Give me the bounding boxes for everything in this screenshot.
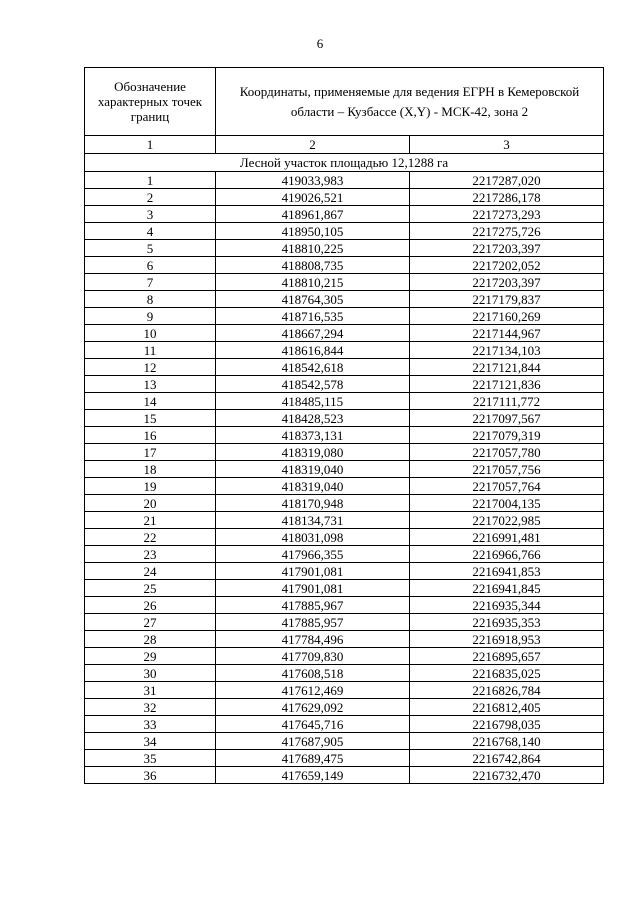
table-row	[85, 206, 604, 223]
x-coordinate-cell: 418542,618	[216, 359, 410, 376]
point-number-cell: 1	[85, 172, 216, 189]
table-row	[85, 648, 604, 665]
point-number-cell: 27	[85, 614, 216, 631]
point-number-cell: 36	[85, 767, 216, 784]
y-coordinate-cell: 2216826,784	[410, 682, 604, 699]
x-coordinate-cell: 417966,355	[216, 546, 410, 563]
point-number-cell: 18	[85, 461, 216, 478]
x-coordinate-cell: 418134,731	[216, 512, 410, 529]
section-title: Лесной участок площадью 12,1288 га	[85, 154, 604, 172]
y-coordinate-cell: 2217287,020	[410, 172, 604, 189]
table-row	[85, 512, 604, 529]
coordinates-table	[84, 67, 604, 784]
y-coordinate-cell: 2217022,985	[410, 512, 604, 529]
y-coordinate-cell: 2217079,319	[410, 427, 604, 444]
point-number-cell: 14	[85, 393, 216, 410]
point-number-cell: 15	[85, 410, 216, 427]
point-number-cell: 24	[85, 563, 216, 580]
table-row	[85, 580, 604, 597]
y-coordinate-cell: 2216835,025	[410, 665, 604, 682]
point-number-cell: 26	[85, 597, 216, 614]
y-coordinate-cell: 2216991,481	[410, 529, 604, 546]
table-row	[85, 410, 604, 427]
x-coordinate-cell: 418810,225	[216, 240, 410, 257]
column-number-2: 2	[216, 136, 410, 154]
x-coordinate-cell: 418950,105	[216, 223, 410, 240]
y-coordinate-cell: 2216935,353	[410, 614, 604, 631]
point-number-cell: 19	[85, 478, 216, 495]
x-coordinate-cell: 417901,081	[216, 563, 410, 580]
point-number-cell: 23	[85, 546, 216, 563]
table-row	[85, 342, 604, 359]
point-number-cell: 3	[85, 206, 216, 223]
x-coordinate-cell: 417689,475	[216, 750, 410, 767]
table-row	[85, 257, 604, 274]
table-row	[85, 597, 604, 614]
y-coordinate-cell: 2217179,837	[410, 291, 604, 308]
x-coordinate-cell: 418170,948	[216, 495, 410, 512]
y-coordinate-cell: 2216895,657	[410, 648, 604, 665]
x-coordinate-cell: 418319,040	[216, 461, 410, 478]
y-coordinate-cell: 2217273,293	[410, 206, 604, 223]
y-coordinate-cell: 2217057,756	[410, 461, 604, 478]
table-row	[85, 359, 604, 376]
table-row	[85, 444, 604, 461]
x-coordinate-cell: 417645,716	[216, 716, 410, 733]
x-coordinate-cell: 418542,578	[216, 376, 410, 393]
point-number-cell: 31	[85, 682, 216, 699]
point-number-cell: 9	[85, 308, 216, 325]
page-number: 6	[316, 36, 324, 51]
table-row	[85, 274, 604, 291]
x-coordinate-cell: 419033,983	[216, 172, 410, 189]
table-row	[85, 308, 604, 325]
y-coordinate-cell: 2217160,269	[410, 308, 604, 325]
table-row	[85, 733, 604, 750]
x-coordinate-cell: 418716,535	[216, 308, 410, 325]
x-coordinate-cell: 417608,518	[216, 665, 410, 682]
y-coordinate-cell: 2217004,135	[410, 495, 604, 512]
point-number-cell: 8	[85, 291, 216, 308]
x-coordinate-cell: 418319,080	[216, 444, 410, 461]
table-row	[85, 427, 604, 444]
table-row	[85, 495, 604, 512]
point-number-cell: 16	[85, 427, 216, 444]
table-row	[85, 699, 604, 716]
x-coordinate-cell: 418428,523	[216, 410, 410, 427]
point-number-cell: 28	[85, 631, 216, 648]
x-coordinate-cell: 418961,867	[216, 206, 410, 223]
point-number-cell: 11	[85, 342, 216, 359]
y-coordinate-cell: 2217057,780	[410, 444, 604, 461]
table-row	[85, 393, 604, 410]
x-coordinate-cell: 418031,098	[216, 529, 410, 546]
y-coordinate-cell: 2216812,405	[410, 699, 604, 716]
y-coordinate-cell: 2217111,772	[410, 393, 604, 410]
point-number-cell: 33	[85, 716, 216, 733]
x-coordinate-cell: 417885,967	[216, 597, 410, 614]
point-number-cell: 20	[85, 495, 216, 512]
x-coordinate-cell: 417709,830	[216, 648, 410, 665]
table-row	[85, 325, 604, 342]
section-title-row	[85, 154, 604, 172]
y-coordinate-cell: 2216918,953	[410, 631, 604, 648]
header-coordinates: Координаты, применяемые для ведения ЕГРН в Кемеровской области – Кузбассе (X,Y) - МСК-42, зона 2	[216, 68, 604, 136]
table-row	[85, 223, 604, 240]
y-coordinate-cell: 2217144,967	[410, 325, 604, 342]
y-coordinate-cell: 2216798,035	[410, 716, 604, 733]
y-coordinate-cell: 2217203,397	[410, 240, 604, 257]
y-coordinate-cell: 2217286,178	[410, 189, 604, 206]
coordinates-body	[85, 172, 604, 784]
point-number-cell: 12	[85, 359, 216, 376]
x-coordinate-cell: 419026,521	[216, 189, 410, 206]
x-coordinate-cell: 417687,905	[216, 733, 410, 750]
y-coordinate-cell: 2216732,470	[410, 767, 604, 784]
table-row	[85, 478, 604, 495]
x-coordinate-cell: 418373,131	[216, 427, 410, 444]
x-coordinate-cell: 418810,215	[216, 274, 410, 291]
y-coordinate-cell: 2216935,344	[410, 597, 604, 614]
point-number-cell: 32	[85, 699, 216, 716]
x-coordinate-cell: 418667,294	[216, 325, 410, 342]
y-coordinate-cell: 2216941,853	[410, 563, 604, 580]
y-coordinate-cell: 2217121,844	[410, 359, 604, 376]
table-row	[85, 376, 604, 393]
y-coordinate-cell: 2217097,567	[410, 410, 604, 427]
table-row	[85, 767, 604, 784]
table-row	[85, 716, 604, 733]
column-numbers-row	[85, 136, 604, 154]
y-coordinate-cell: 2217202,052	[410, 257, 604, 274]
y-coordinate-cell: 2217203,397	[410, 274, 604, 291]
y-coordinate-cell: 2216768,140	[410, 733, 604, 750]
y-coordinate-cell: 2216742,864	[410, 750, 604, 767]
x-coordinate-cell: 418319,040	[216, 478, 410, 495]
table-row	[85, 461, 604, 478]
point-number-cell: 10	[85, 325, 216, 342]
x-coordinate-cell: 418764,305	[216, 291, 410, 308]
x-coordinate-cell: 417612,469	[216, 682, 410, 699]
table-row	[85, 665, 604, 682]
y-coordinate-cell: 2217057,764	[410, 478, 604, 495]
table-row	[85, 240, 604, 257]
point-number-cell: 2	[85, 189, 216, 206]
column-number-3: 3	[410, 136, 604, 154]
x-coordinate-cell: 418485,115	[216, 393, 410, 410]
point-number-cell: 30	[85, 665, 216, 682]
point-number-cell: 7	[85, 274, 216, 291]
table-row	[85, 631, 604, 648]
x-coordinate-cell: 417901,081	[216, 580, 410, 597]
table-row	[85, 682, 604, 699]
point-number-cell: 25	[85, 580, 216, 597]
y-coordinate-cell: 2216966,766	[410, 546, 604, 563]
table-row	[85, 563, 604, 580]
point-number-cell: 13	[85, 376, 216, 393]
y-coordinate-cell: 2216941,845	[410, 580, 604, 597]
x-coordinate-cell: 417629,092	[216, 699, 410, 716]
y-coordinate-cell: 2217121,836	[410, 376, 604, 393]
table-row	[85, 291, 604, 308]
column-number-1: 1	[85, 136, 216, 154]
table-row	[85, 529, 604, 546]
y-coordinate-cell: 2217275,726	[410, 223, 604, 240]
table-row	[85, 750, 604, 767]
x-coordinate-cell: 417885,957	[216, 614, 410, 631]
header-point-designation: Обозначение характерных точек границ	[85, 68, 216, 136]
y-coordinate-cell: 2217134,103	[410, 342, 604, 359]
table-row	[85, 614, 604, 631]
x-coordinate-cell: 417784,496	[216, 631, 410, 648]
table-row	[85, 172, 604, 189]
point-number-cell: 17	[85, 444, 216, 461]
x-coordinate-cell: 418808,735	[216, 257, 410, 274]
x-coordinate-cell: 418616,844	[216, 342, 410, 359]
x-coordinate-cell: 417659,149	[216, 767, 410, 784]
point-number-cell: 6	[85, 257, 216, 274]
table-row	[85, 546, 604, 563]
point-number-cell: 34	[85, 733, 216, 750]
point-number-cell: 21	[85, 512, 216, 529]
point-number-cell: 35	[85, 750, 216, 767]
point-number-cell: 4	[85, 223, 216, 240]
table-header-row	[85, 68, 604, 136]
point-number-cell: 29	[85, 648, 216, 665]
table-row	[85, 189, 604, 206]
point-number-cell: 22	[85, 529, 216, 546]
point-number-cell: 5	[85, 240, 216, 257]
